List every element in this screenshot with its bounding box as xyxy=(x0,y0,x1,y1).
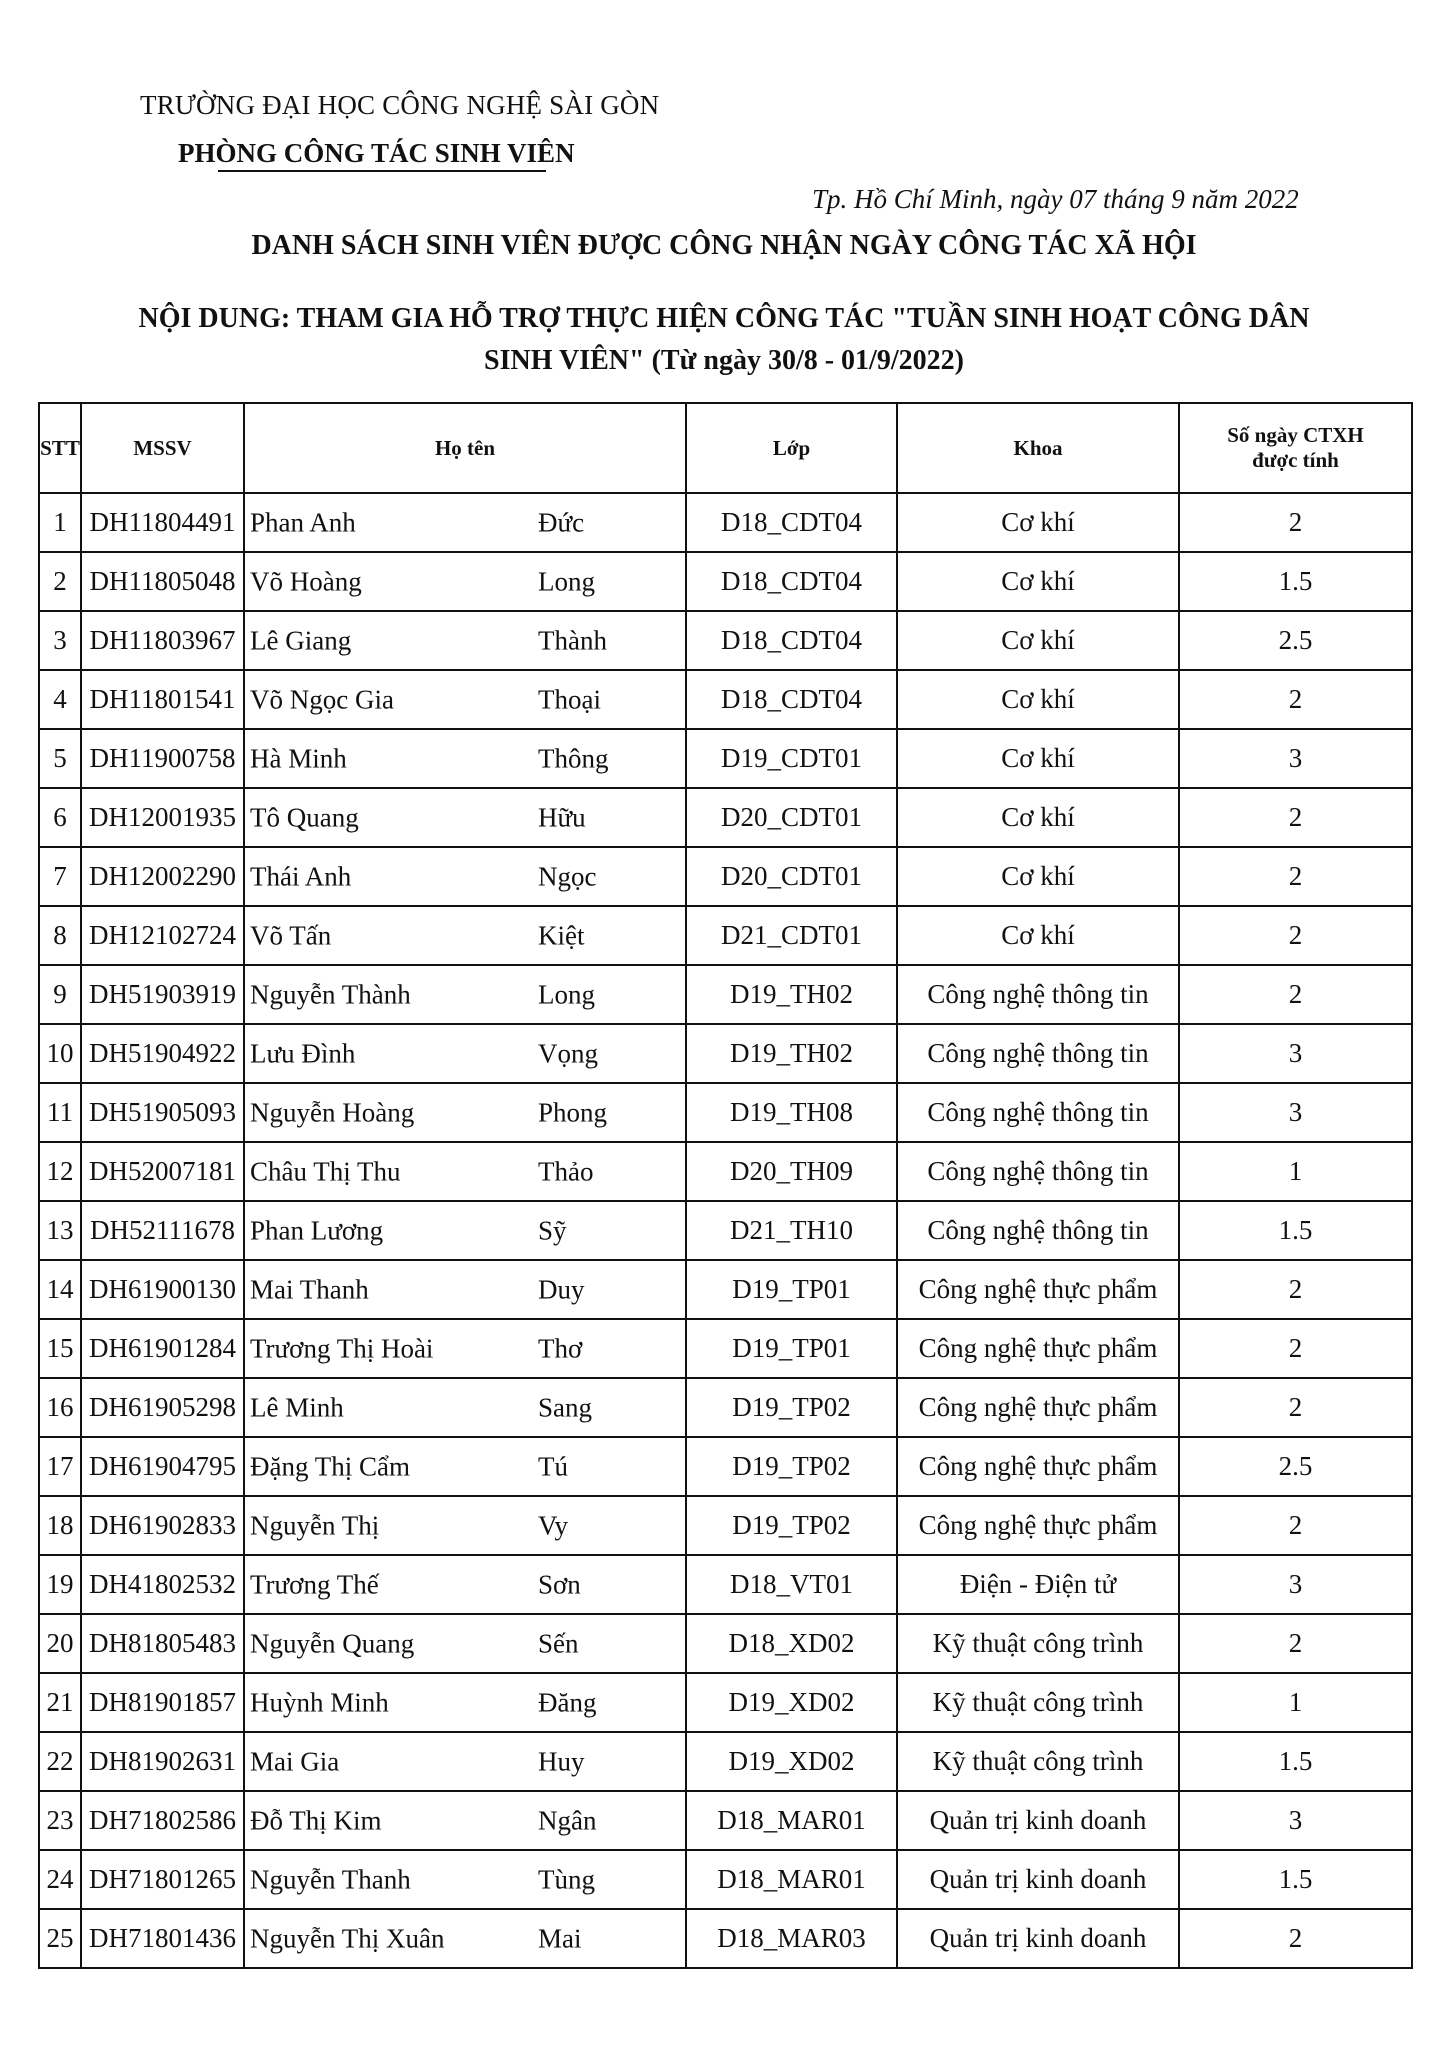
row-days: 2 xyxy=(1179,965,1412,1024)
row-full-name xyxy=(244,1555,686,1614)
row-first-name: Huỳnh Minh xyxy=(250,1687,389,1717)
table-row xyxy=(39,1496,1412,1555)
table-row xyxy=(39,906,1412,965)
row-given-name: Vọng xyxy=(538,1038,598,1068)
row-days: 3 xyxy=(1179,1083,1412,1142)
row-given-name: Tùng xyxy=(538,1864,595,1894)
row-mssv: DH11900758 xyxy=(81,729,244,788)
department-underline xyxy=(218,170,546,172)
row-first-name: Võ Ngọc Gia xyxy=(250,684,394,714)
row-stt: 16 xyxy=(39,1378,81,1437)
row-mssv: DH52007181 xyxy=(81,1142,244,1201)
row-days: 1.5 xyxy=(1179,1201,1412,1260)
row-days: 2 xyxy=(1179,1378,1412,1437)
row-mssv: DH61905298 xyxy=(81,1378,244,1437)
row-faculty: Cơ khí xyxy=(897,552,1179,611)
table-row xyxy=(39,1201,1412,1260)
row-mssv: DH11805048 xyxy=(81,552,244,611)
row-first-name: Mai Gia xyxy=(250,1746,340,1776)
row-mssv: DH71802586 xyxy=(81,1791,244,1850)
row-faculty: Công nghệ thông tin xyxy=(897,1083,1179,1142)
row-faculty: Quản trị kinh doanh xyxy=(897,1909,1179,1968)
row-stt: 4 xyxy=(39,670,81,729)
row-given-name: Phong xyxy=(538,1097,608,1127)
table-row xyxy=(39,552,1412,611)
row-given-name: Thông xyxy=(538,743,609,773)
row-class: D19_TH02 xyxy=(686,965,897,1024)
row-given-name: Long xyxy=(538,566,595,596)
row-days: 3 xyxy=(1179,1791,1412,1850)
row-mssv: DH11804491 xyxy=(81,493,244,552)
table-row xyxy=(39,1614,1412,1673)
row-full-name xyxy=(244,552,686,611)
row-given-name: Vy xyxy=(538,1510,569,1540)
row-full-name xyxy=(244,1673,686,1732)
row-days: 2 xyxy=(1179,670,1412,729)
table-row xyxy=(39,1555,1412,1614)
row-given-name: Thảo xyxy=(538,1156,594,1186)
row-given-name: Long xyxy=(538,979,595,1009)
row-faculty: Cơ khí xyxy=(897,729,1179,788)
row-full-name xyxy=(244,1024,686,1083)
row-given-name: Huy xyxy=(538,1746,585,1776)
row-first-name: Nguyễn Thị Xuân xyxy=(250,1923,445,1953)
row-days: 2 xyxy=(1179,493,1412,552)
row-days: 1.5 xyxy=(1179,1732,1412,1791)
row-stt: 20 xyxy=(39,1614,81,1673)
row-full-name xyxy=(244,965,686,1024)
row-stt: 15 xyxy=(39,1319,81,1378)
row-given-name: Đức xyxy=(538,507,585,537)
row-stt: 11 xyxy=(39,1083,81,1142)
row-mssv: DH61901284 xyxy=(81,1319,244,1378)
col-header-stt: STT xyxy=(39,403,81,493)
student-roster-table xyxy=(38,402,1413,1969)
row-faculty: Cơ khí xyxy=(897,788,1179,847)
row-days: 2 xyxy=(1179,847,1412,906)
row-days: 2 xyxy=(1179,906,1412,965)
row-given-name: Sơn xyxy=(538,1569,581,1599)
row-class: D19_TP01 xyxy=(686,1260,897,1319)
row-stt: 18 xyxy=(39,1496,81,1555)
row-faculty: Cơ khí xyxy=(897,493,1179,552)
row-days: 2 xyxy=(1179,1496,1412,1555)
row-mssv: DH61904795 xyxy=(81,1437,244,1496)
row-mssv: DH71801265 xyxy=(81,1850,244,1909)
row-class: D18_MAR03 xyxy=(686,1909,897,1968)
row-faculty: Kỹ thuật công trình xyxy=(897,1673,1179,1732)
row-class: D18_CDT04 xyxy=(686,493,897,552)
row-full-name xyxy=(244,1142,686,1201)
row-stt: 10 xyxy=(39,1024,81,1083)
row-stt: 2 xyxy=(39,552,81,611)
table-header-row xyxy=(39,403,1412,493)
row-full-name xyxy=(244,611,686,670)
row-given-name: Thơ xyxy=(538,1333,583,1363)
row-first-name: Trương Thị Hoài xyxy=(250,1333,434,1363)
row-stt: 25 xyxy=(39,1909,81,1968)
row-full-name xyxy=(244,1378,686,1437)
row-stt: 21 xyxy=(39,1673,81,1732)
row-first-name: Lê Giang xyxy=(250,625,352,655)
table-row xyxy=(39,847,1412,906)
row-first-name: Nguyễn Thanh xyxy=(250,1864,411,1894)
row-faculty: Quản trị kinh doanh xyxy=(897,1791,1179,1850)
row-faculty: Cơ khí xyxy=(897,906,1179,965)
subtitle-line-1: NỘI DUNG: THAM GIA HỖ TRỢ THỰC HIỆN CÔNG TÁC "TUẦN SINH HOẠT CÔNG DÂN xyxy=(138,303,1310,334)
row-given-name: Đăng xyxy=(538,1687,597,1717)
row-days: 2.5 xyxy=(1179,1437,1412,1496)
row-class: D19_TH02 xyxy=(686,1024,897,1083)
row-class: D20_CDT01 xyxy=(686,847,897,906)
row-class: D18_XD02 xyxy=(686,1614,897,1673)
row-mssv: DH71801436 xyxy=(81,1909,244,1968)
row-class: D18_VT01 xyxy=(686,1555,897,1614)
row-stt: 19 xyxy=(39,1555,81,1614)
table-row xyxy=(39,965,1412,1024)
row-first-name: Nguyễn Thị xyxy=(250,1510,380,1540)
row-mssv: DH81902631 xyxy=(81,1732,244,1791)
row-first-name: Phan Lương xyxy=(250,1215,384,1245)
row-days: 3 xyxy=(1179,1024,1412,1083)
table-row xyxy=(39,611,1412,670)
document-title: DANH SÁCH SINH VIÊN ĐƯỢC CÔNG NHẬN NGÀY CÔNG TÁC XÃ HỘI xyxy=(251,230,1197,261)
row-class: D21_CDT01 xyxy=(686,906,897,965)
row-days: 2 xyxy=(1179,1614,1412,1673)
row-full-name xyxy=(244,1732,686,1791)
row-first-name: Đỗ Thị Kim xyxy=(250,1805,382,1835)
row-first-name: Lưu Đình xyxy=(250,1038,356,1068)
row-full-name xyxy=(244,1909,686,1968)
row-mssv: DH12002290 xyxy=(81,847,244,906)
row-stt: 9 xyxy=(39,965,81,1024)
row-given-name: Thành xyxy=(538,625,607,655)
table-row xyxy=(39,1850,1412,1909)
row-stt: 3 xyxy=(39,611,81,670)
row-stt: 22 xyxy=(39,1732,81,1791)
row-stt: 17 xyxy=(39,1437,81,1496)
school-name: TRƯỜNG ĐẠI HỌC CÔNG NGHỆ SÀI GÒN xyxy=(140,90,660,120)
row-mssv: DH51904922 xyxy=(81,1024,244,1083)
row-class: D19_XD02 xyxy=(686,1732,897,1791)
row-faculty: Kỹ thuật công trình xyxy=(897,1614,1179,1673)
table-row xyxy=(39,1378,1412,1437)
row-full-name xyxy=(244,1496,686,1555)
row-full-name xyxy=(244,906,686,965)
row-given-name: Thoại xyxy=(538,684,601,714)
row-days: 2.5 xyxy=(1179,611,1412,670)
row-first-name: Lê Minh xyxy=(250,1392,344,1422)
table-row xyxy=(39,1791,1412,1850)
subtitle-line-2: SINH VIÊN" (Từ ngày 30/8 - 01/9/2022) xyxy=(484,345,964,376)
row-class: D19_TP02 xyxy=(686,1378,897,1437)
row-mssv: DH81805483 xyxy=(81,1614,244,1673)
row-full-name xyxy=(244,1201,686,1260)
row-mssv: DH61902833 xyxy=(81,1496,244,1555)
table-row xyxy=(39,1673,1412,1732)
row-first-name: Đặng Thị Cẩm xyxy=(250,1451,410,1481)
row-mssv: DH81901857 xyxy=(81,1673,244,1732)
table-row xyxy=(39,1083,1412,1142)
row-full-name xyxy=(244,1614,686,1673)
row-class: D19_TP02 xyxy=(686,1437,897,1496)
row-first-name: Võ Hoàng xyxy=(250,566,362,596)
row-full-name xyxy=(244,1437,686,1496)
row-given-name: Mai xyxy=(538,1923,582,1953)
row-full-name xyxy=(244,1850,686,1909)
row-given-name: Hữu xyxy=(538,802,586,832)
row-mssv: DH61900130 xyxy=(81,1260,244,1319)
row-stt: 1 xyxy=(39,493,81,552)
row-first-name: Nguyễn Thành xyxy=(250,979,411,1009)
row-class: D18_CDT04 xyxy=(686,670,897,729)
row-full-name xyxy=(244,1083,686,1142)
row-full-name xyxy=(244,847,686,906)
row-class: D19_TH08 xyxy=(686,1083,897,1142)
row-faculty: Kỹ thuật công trình xyxy=(897,1732,1179,1791)
row-faculty: Công nghệ thông tin xyxy=(897,1024,1179,1083)
row-full-name xyxy=(244,729,686,788)
row-faculty: Cơ khí xyxy=(897,670,1179,729)
row-class: D18_MAR01 xyxy=(686,1850,897,1909)
date-line: Tp. Hồ Chí Minh, ngày 07 tháng 9 năm 2022 xyxy=(812,184,1299,214)
row-faculty: Công nghệ thực phẩm xyxy=(897,1319,1179,1378)
table-row xyxy=(39,1909,1412,1968)
row-given-name: Sang xyxy=(538,1392,592,1422)
row-given-name: Sến xyxy=(538,1628,579,1658)
row-faculty: Điện - Điện tử xyxy=(897,1555,1179,1614)
row-stt: 23 xyxy=(39,1791,81,1850)
row-class: D19_CDT01 xyxy=(686,729,897,788)
row-days: 1 xyxy=(1179,1673,1412,1732)
table-body xyxy=(39,493,1412,1968)
department-name: PHÒNG CÔNG TÁC SINH VIÊN xyxy=(178,138,575,168)
row-given-name: Tú xyxy=(538,1451,568,1481)
row-days: 3 xyxy=(1179,729,1412,788)
row-faculty: Cơ khí xyxy=(897,611,1179,670)
table-row xyxy=(39,1437,1412,1496)
row-days: 2 xyxy=(1179,1319,1412,1378)
table-row xyxy=(39,670,1412,729)
row-class: D20_CDT01 xyxy=(686,788,897,847)
row-mssv: DH51903919 xyxy=(81,965,244,1024)
row-days: 2 xyxy=(1179,1260,1412,1319)
row-days: 1.5 xyxy=(1179,552,1412,611)
table-row xyxy=(39,788,1412,847)
row-full-name xyxy=(244,1791,686,1850)
row-full-name xyxy=(244,670,686,729)
row-days: 2 xyxy=(1179,1909,1412,1968)
row-faculty: Công nghệ thực phẩm xyxy=(897,1378,1179,1437)
row-faculty: Công nghệ thực phẩm xyxy=(897,1437,1179,1496)
row-class: D19_TP01 xyxy=(686,1319,897,1378)
col-header-mssv: MSSV xyxy=(81,403,244,493)
row-given-name: Ngọc xyxy=(538,861,597,891)
row-first-name: Phan Anh xyxy=(250,507,356,537)
table-row xyxy=(39,1319,1412,1378)
row-first-name: Thái Anh xyxy=(250,861,352,891)
row-class: D18_MAR01 xyxy=(686,1791,897,1850)
row-stt: 7 xyxy=(39,847,81,906)
row-mssv: DH12102724 xyxy=(81,906,244,965)
row-faculty: Công nghệ thông tin xyxy=(897,1142,1179,1201)
row-days: 1.5 xyxy=(1179,1850,1412,1909)
row-first-name: Nguyễn Hoàng xyxy=(250,1097,415,1127)
col-header-class: Lớp xyxy=(686,403,897,493)
row-given-name: Ngân xyxy=(538,1805,597,1835)
col-header-days-line-1: Số ngày CTXH xyxy=(1227,423,1364,447)
table-row xyxy=(39,1024,1412,1083)
row-mssv: DH52111678 xyxy=(81,1201,244,1260)
row-first-name: Võ Tấn xyxy=(250,920,332,950)
row-full-name xyxy=(244,788,686,847)
row-first-name: Trương Thế xyxy=(250,1569,379,1599)
row-given-name: Duy xyxy=(538,1274,585,1304)
row-class: D18_CDT04 xyxy=(686,552,897,611)
col-header-name: Họ tên xyxy=(244,403,686,493)
row-class: D21_TH10 xyxy=(686,1201,897,1260)
row-class: D19_XD02 xyxy=(686,1673,897,1732)
row-full-name xyxy=(244,1260,686,1319)
row-first-name: Tô Quang xyxy=(250,802,359,832)
row-faculty: Công nghệ thực phẩm xyxy=(897,1496,1179,1555)
row-class: D19_TP02 xyxy=(686,1496,897,1555)
table-row xyxy=(39,1732,1412,1791)
row-mssv: DH12001935 xyxy=(81,788,244,847)
row-mssv: DH41802532 xyxy=(81,1555,244,1614)
row-given-name: Kiệt xyxy=(538,920,585,950)
row-stt: 5 xyxy=(39,729,81,788)
row-stt: 8 xyxy=(39,906,81,965)
row-full-name xyxy=(244,1319,686,1378)
row-stt: 24 xyxy=(39,1850,81,1909)
row-faculty: Cơ khí xyxy=(897,847,1179,906)
col-header-days xyxy=(1179,403,1412,493)
table-row xyxy=(39,1142,1412,1201)
row-faculty: Công nghệ thông tin xyxy=(897,1201,1179,1260)
row-first-name: Mai Thanh xyxy=(250,1274,369,1304)
col-header-faculty: Khoa xyxy=(897,403,1179,493)
row-first-name: Châu Thị Thu xyxy=(250,1156,401,1186)
row-class: D20_TH09 xyxy=(686,1142,897,1201)
row-full-name xyxy=(244,493,686,552)
row-mssv: DH11803967 xyxy=(81,611,244,670)
row-stt: 13 xyxy=(39,1201,81,1260)
row-days: 2 xyxy=(1179,788,1412,847)
row-days: 1 xyxy=(1179,1142,1412,1201)
row-faculty: Công nghệ thực phẩm xyxy=(897,1260,1179,1319)
row-class: D18_CDT04 xyxy=(686,611,897,670)
row-faculty: Quản trị kinh doanh xyxy=(897,1850,1179,1909)
col-header-days-line-2: được tính xyxy=(1252,448,1339,472)
table-row xyxy=(39,493,1412,552)
document-subtitle xyxy=(40,298,1408,382)
table-row xyxy=(39,1260,1412,1319)
row-mssv: DH51905093 xyxy=(81,1083,244,1142)
row-stt: 12 xyxy=(39,1142,81,1201)
table-row xyxy=(39,729,1412,788)
row-stt: 6 xyxy=(39,788,81,847)
row-stt: 14 xyxy=(39,1260,81,1319)
row-mssv: DH11801541 xyxy=(81,670,244,729)
row-faculty: Công nghệ thông tin xyxy=(897,965,1179,1024)
row-given-name: Sỹ xyxy=(538,1215,567,1245)
row-first-name: Nguyễn Quang xyxy=(250,1628,415,1658)
row-days: 3 xyxy=(1179,1555,1412,1614)
row-first-name: Hà Minh xyxy=(250,743,347,773)
